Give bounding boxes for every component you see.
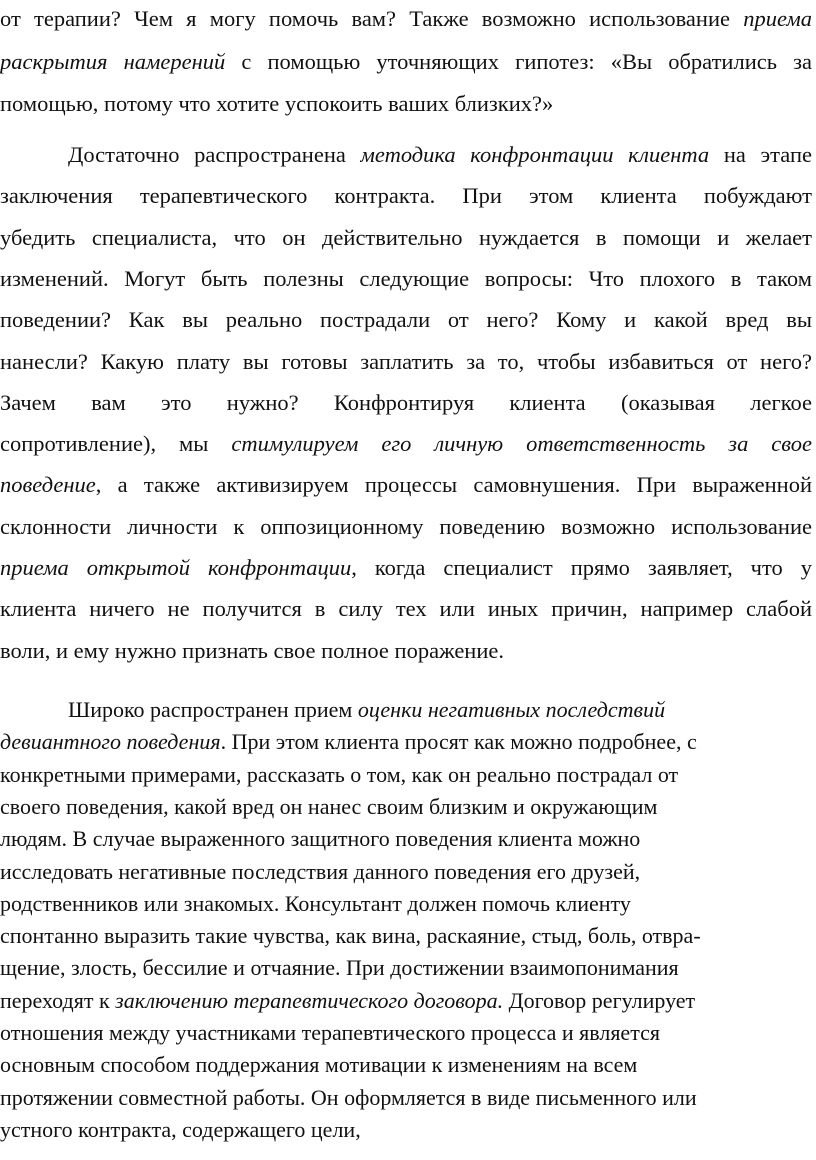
text-line [0,349,812,379]
text-line [0,729,790,759]
text-run: . При этом клиента просят как можно подробнее, с [220,729,697,755]
italic-term: заключению терапевтического договора. [115,987,504,1013]
text-line [0,142,812,172]
text-run: на этапе [709,142,812,167]
text-run: изменений. Могут быть полезны следующие вопросы: Что плохого в таком [0,265,812,291]
text-run: воли, и ему нужно признать свое полное поражение. [0,637,504,663]
italic-term: оценки негативных последствий [357,697,666,722]
text-run: отношения между участниками терапевтического процесса и является [0,1020,660,1045]
text-run: своего поведения, какой вред он нанес своим близким и окружающим [0,793,658,819]
text-run: , когда специалист прямо заявляет, что у [351,555,812,580]
text-line [0,859,790,889]
text-run: щение, злость, бессилие и отчаяние. При достижении взаимопонимания [0,955,679,981]
italic-term: методика конфронтации клиента [360,142,710,167]
italic-term: раскрытия намерений [0,48,226,74]
text-line [0,514,812,544]
text-line [0,1020,790,1050]
text-run: сопротивление), мы [0,431,232,457]
italic-term: поведение [0,472,96,498]
text-line [0,472,812,502]
text-run: протяжении совместной работы. Он оформляется в виде письменного или [0,1084,697,1110]
text-run: людям. В случае выраженного защитного поведения клиента можно [0,826,641,852]
text-line [0,555,812,585]
text-run: заключения терапевтического контракта. При этом клиента побуждают [0,183,812,209]
text-line [0,431,812,461]
text-line [0,988,790,1018]
text-run: спонтанно выразить такие чувства, как вина, раскаяние, стыд, боль, отвра- [0,923,701,949]
text-run: с помощью уточняющих гипотез: «Вы обратились за [225,48,812,74]
text-line [0,1117,790,1147]
text-run: , а также активизируем процессы самовнушения. При выраженной [95,472,812,498]
text-run: Договор регулирует [503,987,696,1013]
text-line [0,266,812,296]
text-line [0,183,812,213]
text-line [0,955,790,985]
text-line [0,91,812,121]
text-run: конкретными примерами, рассказать о том, как он реально пострадал от [0,761,679,787]
text-line [0,826,790,856]
text-run: Достаточно распространена [68,142,361,167]
text-line [0,891,790,921]
text-line [0,638,812,668]
text-run: основным способом поддержания мотивации к изменениям на всем [0,1052,638,1078]
text-line [0,225,812,255]
italic-term: приема открытой конфронтации [0,555,352,580]
text-line [0,697,790,727]
text-line [0,1085,790,1115]
text-line [0,762,790,792]
text-run: от терапии? Чем я могу помочь вам? Также возможно использование [0,6,744,31]
text-line [0,6,812,36]
text-line [0,390,812,420]
italic-term: стимулируем его личную ответственность за свое [231,431,812,457]
text-run: поведении? Как вы реально пострадали от него? Кому и какой вред вы [0,307,812,333]
italic-term: приема [743,6,812,31]
text-run: убедить специалиста, что он действительно нуждается в помощи и желает [0,224,812,250]
text-line [0,49,812,79]
text-run: Широко распространен прием [68,697,358,722]
italic-term: девиантного поведения [0,729,221,755]
text-run: склонности личности к оппозиционному поведению возможно использование [0,513,812,539]
text-run: родственников или знакомых. Консультант должен помочь клиенту [0,890,631,916]
text-line [0,923,790,953]
text-run: Зачем вам это нужно? Конфронтируя клиента (оказывая легкое [0,389,812,415]
text-run: нанесли? Какую плату вы готовы заплатить за то, чтобы избавиться от него? [0,348,812,374]
text-run: переходят к [0,987,116,1013]
text-line [0,1052,790,1082]
text-run: устного контракта, содержащего цели, [0,1116,361,1142]
text-line [0,307,812,337]
text-run: помощью, потому что хотите успокоить ваших близких?» [0,91,554,116]
text-run: исследовать негативные последствия данного поведения его друзей, [0,858,641,884]
text-line [0,794,790,824]
text-run: клиента ничего не получится в силу тех или иных причин, например слабой [0,596,812,622]
text-line [0,596,812,626]
